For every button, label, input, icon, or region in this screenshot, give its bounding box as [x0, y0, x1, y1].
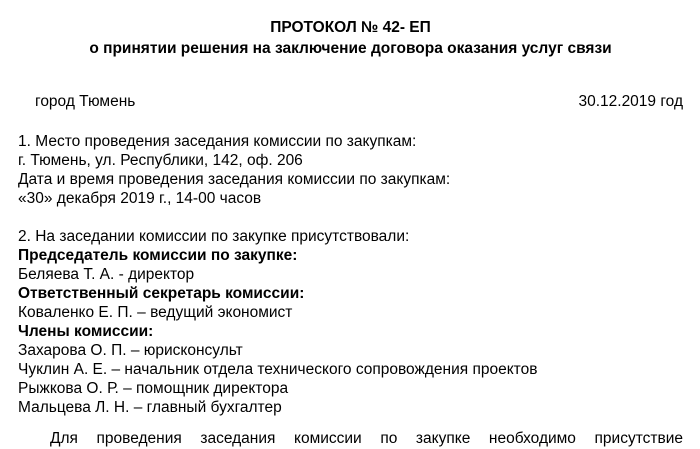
chair-label: Председатель комиссии по закупке:	[18, 247, 298, 264]
members-label: Члены комиссии:	[18, 323, 154, 340]
attendees-heading: 2. На заседании комиссии по закупке присутствовали:	[18, 228, 410, 245]
place-label: город Тюмень	[35, 93, 136, 110]
meeting-datetime-value: «30» декабря 2019 г., 14-00 часов	[18, 190, 262, 207]
meeting-place-address: г. Тюмень, ул. Республики, 142, оф. 206	[18, 152, 303, 169]
member-entry: Рыжкова О. Р. – помощник директора	[18, 380, 289, 397]
meeting-datetime-heading: Дата и время проведения заседания комиссии по закупкам:	[18, 171, 451, 188]
city-date-row	[18, 92, 683, 111]
member-entry: Захарова О. П. – юрисконсульт	[18, 342, 243, 359]
member-entry: Мальцева Л. Н. – главный бухгалтер	[18, 399, 282, 416]
secretary-name: Коваленко Е. П. – ведущий экономист	[18, 304, 293, 321]
closing-paragraph: Для проведения заседания комиссии по закупке необходимо присутствие	[50, 430, 683, 447]
section-meeting-place	[18, 132, 683, 208]
meeting-place-heading: 1. Место проведения заседания комиссии по закупкам:	[18, 133, 417, 150]
document-subtitle: о принятии решения на заключение договора оказания услуг связи	[89, 40, 612, 57]
chair-name: Беляева Т. А. - директор	[18, 266, 195, 283]
document-title: ПРОТОКОЛ № 42- ЕП	[270, 19, 431, 36]
section-attendees	[18, 227, 683, 417]
secretary-label: Ответственный секретарь комиссии:	[18, 285, 305, 302]
date-label: 30.12.2019 год	[578, 93, 683, 110]
document-header	[18, 17, 683, 59]
member-entry: Чуклин А. Е. – начальник отдела технического сопровождения проектов	[18, 361, 538, 378]
